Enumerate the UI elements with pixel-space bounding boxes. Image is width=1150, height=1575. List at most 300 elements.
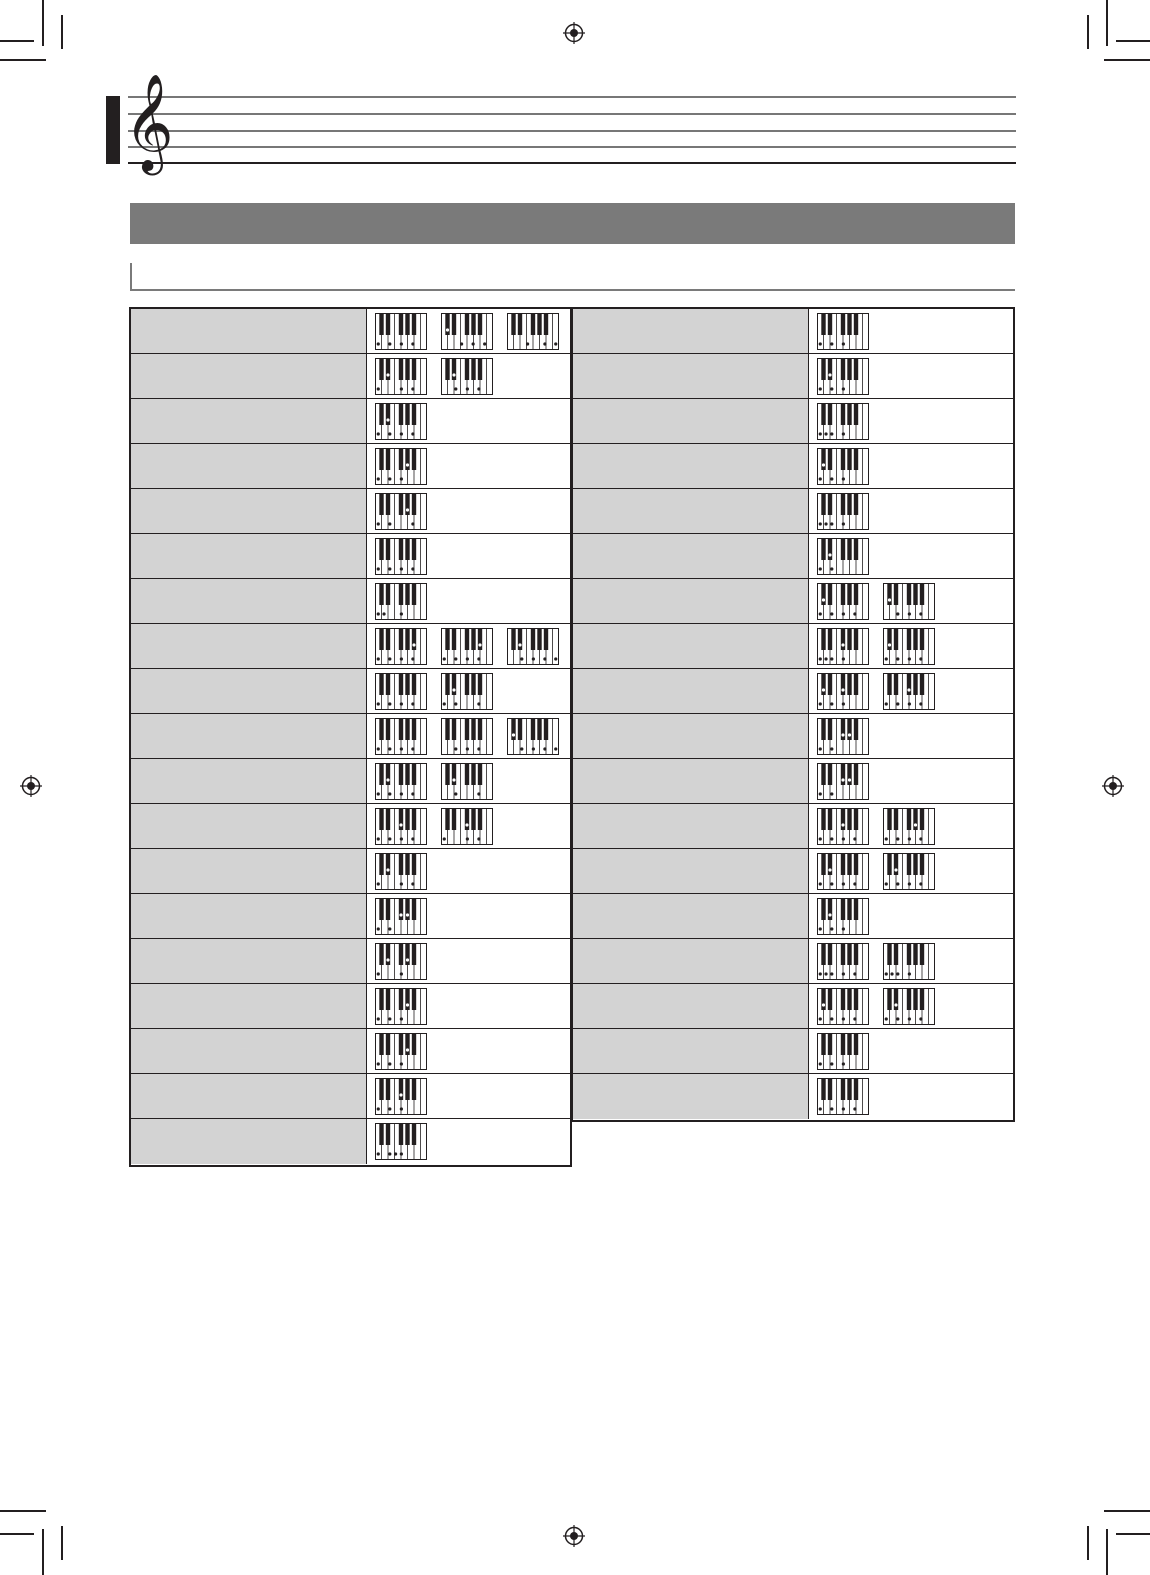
black-key: [478, 313, 482, 335]
white-key-dot: [554, 657, 557, 660]
black-key-dot: [828, 373, 831, 376]
black-key: [821, 583, 825, 605]
black-key: [821, 898, 825, 920]
black-key: [399, 1033, 403, 1055]
crop-mark: [0, 59, 46, 61]
crop-mark: [1116, 1533, 1150, 1535]
black-key: [907, 808, 911, 830]
black-key: [537, 313, 541, 335]
white-key-dot: [908, 837, 911, 840]
black-key: [894, 628, 898, 650]
black-key: [386, 448, 390, 470]
black-key: [847, 403, 851, 425]
black-key: [399, 448, 403, 470]
chord-row: [131, 579, 570, 624]
white-key-dot: [483, 342, 486, 345]
black-key: [887, 853, 891, 875]
white-key-dot: [377, 837, 380, 840]
white-key-dot: [819, 567, 822, 570]
black-key-dot: [841, 688, 844, 691]
black-key: [518, 628, 522, 650]
black-key: [854, 583, 858, 605]
black-key: [841, 583, 845, 605]
black-key: [412, 763, 416, 785]
keyboard-diagram-icon: [375, 1078, 427, 1115]
black-key: [399, 853, 403, 875]
keyboard-diagram-icon: [817, 988, 869, 1025]
black-key: [847, 448, 851, 470]
black-key: [920, 943, 924, 965]
white-key-dot: [819, 882, 822, 885]
black-key: [412, 583, 416, 605]
black-key: [399, 673, 403, 695]
staff-line: [128, 130, 1016, 132]
black-key: [854, 628, 858, 650]
black-key: [841, 358, 845, 380]
black-key: [386, 493, 390, 515]
keyboard-diagram-icon: [375, 538, 427, 575]
black-key: [841, 718, 845, 740]
keyboard-diagram-icon: [817, 583, 869, 620]
white-key-dot: [885, 702, 888, 705]
black-key: [511, 313, 515, 335]
white-key-dot: [526, 342, 529, 345]
chord-row: [131, 804, 570, 849]
white-key-dot: [400, 882, 403, 885]
black-key-dot: [386, 778, 389, 781]
treble-clef-icon: 𝄞: [124, 73, 174, 171]
black-key: [854, 538, 858, 560]
black-key: [405, 718, 409, 740]
white-key-dot: [377, 882, 380, 885]
black-key: [847, 673, 851, 695]
black-key: [511, 718, 515, 740]
white-key-dot: [377, 567, 380, 570]
white-key-dot: [400, 477, 403, 480]
keyboard-diagram-icon: [441, 358, 493, 395]
black-key: [405, 583, 409, 605]
black-key: [399, 538, 403, 560]
black-key: [405, 673, 409, 695]
black-key-dot: [822, 598, 825, 601]
black-key: [405, 943, 409, 965]
black-key-dot: [841, 733, 844, 736]
white-key-dot: [842, 927, 845, 930]
white-key-dot: [388, 522, 391, 525]
white-key-dot: [377, 387, 380, 390]
black-key: [452, 718, 456, 740]
white-key-dot: [819, 657, 822, 660]
white-key-dot: [388, 1062, 391, 1065]
black-key: [828, 493, 832, 515]
black-key: [386, 718, 390, 740]
white-key-dot: [400, 1152, 403, 1155]
section-heading: [130, 203, 1015, 244]
black-key-dot: [452, 373, 455, 376]
white-key-dot: [411, 522, 414, 525]
chord-row: [573, 894, 1013, 939]
keyboard-diagram-icon: [375, 718, 427, 755]
black-key: [828, 1078, 832, 1100]
white-key-dot: [842, 387, 845, 390]
keyboard-diagram-icon: [375, 808, 427, 845]
black-key: [913, 853, 917, 875]
white-key-dot: [819, 792, 822, 795]
white-key-dot: [842, 1017, 845, 1020]
white-key-dot: [842, 477, 845, 480]
chord-row: [131, 534, 570, 579]
black-key: [847, 808, 851, 830]
keyboard-diagram-icon: [817, 628, 869, 665]
black-key: [465, 718, 469, 740]
white-key-dot: [853, 1107, 856, 1110]
black-key: [847, 628, 851, 650]
white-key-dot: [377, 702, 380, 705]
chord-row: [131, 894, 570, 939]
white-key-dot: [830, 1062, 833, 1065]
keyboard-diagram-icon: [817, 403, 869, 440]
white-key-dot: [908, 1017, 911, 1020]
white-key-dot: [919, 837, 922, 840]
black-key-dot: [894, 868, 897, 871]
black-key: [854, 763, 858, 785]
white-key-dot: [824, 432, 827, 435]
black-key: [821, 1033, 825, 1055]
black-key: [386, 1123, 390, 1145]
keyboard-diagram-icon: [883, 943, 935, 980]
keyboard-diagram-icon: [883, 583, 935, 620]
black-key: [399, 718, 403, 740]
black-key-dot: [894, 1003, 897, 1006]
chord-name-cell: [131, 624, 367, 668]
black-key: [821, 448, 825, 470]
chord-name-cell: [573, 804, 809, 848]
black-key: [847, 538, 851, 560]
white-key-dot: [554, 342, 557, 345]
black-key: [828, 628, 832, 650]
keyboard-diagram-icon: [441, 313, 493, 350]
white-key-dot: [885, 972, 888, 975]
black-key-dot: [386, 418, 389, 421]
white-key-dot: [842, 882, 845, 885]
white-key-dot: [477, 702, 480, 705]
black-key: [854, 313, 858, 335]
chord-row: [573, 714, 1013, 759]
chord-name-cell: [573, 399, 809, 443]
white-key-dot: [377, 657, 380, 660]
chord-row: [573, 804, 1013, 849]
keyboard-diagram-icon: [883, 808, 935, 845]
white-key-dot: [885, 1017, 888, 1020]
white-key-dot: [819, 927, 822, 930]
black-key: [465, 628, 469, 650]
black-key: [887, 583, 891, 605]
white-key-dot: [830, 882, 833, 885]
chord-name-cell: [131, 894, 367, 938]
keyboard-diagram-icon: [375, 898, 427, 935]
crop-mark: [42, 1529, 44, 1575]
black-key: [854, 718, 858, 740]
black-key: [386, 763, 390, 785]
black-key: [828, 583, 832, 605]
black-key: [379, 538, 383, 560]
black-key: [465, 763, 469, 785]
white-key-dot: [388, 747, 391, 750]
white-key-dot: [819, 1062, 822, 1065]
chord-name-cell: [573, 354, 809, 398]
black-key: [907, 628, 911, 650]
white-key-dot: [819, 612, 822, 615]
black-key-dot: [828, 553, 831, 556]
black-key: [821, 673, 825, 695]
chord-name-cell: [131, 399, 367, 443]
chord-name-cell: [131, 534, 367, 578]
black-key: [821, 943, 825, 965]
crop-mark: [1087, 15, 1089, 49]
white-key-dot: [377, 1107, 380, 1110]
black-key: [821, 1078, 825, 1100]
black-key: [907, 853, 911, 875]
black-key: [379, 673, 383, 695]
white-key-dot: [830, 1107, 833, 1110]
chord-row: [573, 669, 1013, 714]
white-key-dot: [377, 792, 380, 795]
black-key: [399, 1078, 403, 1100]
black-key: [386, 898, 390, 920]
chord-row: [131, 354, 570, 399]
white-key-dot: [908, 657, 911, 660]
white-key-dot: [824, 522, 827, 525]
black-key: [913, 628, 917, 650]
white-key-dot: [819, 1107, 822, 1110]
keyboard-diagram-icon: [375, 358, 427, 395]
black-key: [405, 1033, 409, 1055]
white-key-dot: [819, 477, 822, 480]
black-key: [386, 1078, 390, 1100]
black-key-dot: [386, 958, 389, 961]
white-key-dot: [388, 1107, 391, 1110]
black-key: [379, 403, 383, 425]
white-key-dot: [830, 747, 833, 750]
black-key-dot: [399, 1093, 402, 1096]
black-key: [386, 583, 390, 605]
black-key: [841, 538, 845, 560]
black-key: [379, 808, 383, 830]
white-key-dot: [377, 342, 380, 345]
black-key: [841, 313, 845, 335]
black-key: [887, 988, 891, 1010]
black-key: [907, 988, 911, 1010]
black-key: [465, 673, 469, 695]
black-key: [386, 808, 390, 830]
chord-row: [131, 624, 570, 669]
keyboard-diagram-icon: [817, 853, 869, 890]
black-key: [452, 628, 456, 650]
chord-name-cell: [131, 489, 367, 533]
keyboard-diagram-icon: [375, 313, 427, 350]
black-key: [379, 1123, 383, 1145]
black-key: [847, 358, 851, 380]
white-key-dot: [466, 837, 469, 840]
crop-mark: [1087, 1526, 1089, 1560]
black-key: [412, 358, 416, 380]
chord-name-cell: [131, 939, 367, 983]
black-key: [894, 808, 898, 830]
black-key: [854, 898, 858, 920]
white-key-dot: [853, 1017, 856, 1020]
white-key-dot: [388, 927, 391, 930]
keyboard-diagram-icon: [375, 943, 427, 980]
black-key: [386, 538, 390, 560]
black-key-dot: [399, 913, 402, 916]
keyboard-diagram-icon: [817, 1033, 869, 1070]
black-key: [412, 493, 416, 515]
staff-bar: [106, 96, 120, 164]
black-key: [478, 808, 482, 830]
white-key-dot: [908, 972, 911, 975]
black-key: [445, 673, 449, 695]
black-key: [531, 718, 535, 740]
black-key: [920, 808, 924, 830]
black-key: [405, 853, 409, 875]
black-key: [913, 583, 917, 605]
white-key-dot: [388, 567, 391, 570]
black-key: [386, 1033, 390, 1055]
chord-name-cell: [131, 669, 367, 713]
white-key-dot: [853, 972, 856, 975]
black-key: [894, 988, 898, 1010]
keyboard-diagram-icon: [375, 673, 427, 710]
keyboard-diagram-icon: [817, 493, 869, 530]
white-key-dot: [830, 477, 833, 480]
crop-mark: [1104, 1510, 1150, 1512]
white-key-dot: [400, 1062, 403, 1065]
chord-name-cell: [573, 444, 809, 488]
white-key-dot: [477, 747, 480, 750]
white-key-dot: [842, 657, 845, 660]
chord-row: [573, 399, 1013, 444]
black-key-dot: [478, 643, 481, 646]
keyboard-diagram-icon: [441, 718, 493, 755]
black-key: [544, 718, 548, 740]
black-key: [854, 808, 858, 830]
black-key: [412, 898, 416, 920]
crop-mark: [1106, 1529, 1108, 1575]
staff-line: [128, 96, 1016, 98]
black-key: [445, 313, 449, 335]
white-key-dot: [919, 612, 922, 615]
chord-name-cell: [131, 1029, 367, 1073]
black-key: [412, 1123, 416, 1145]
black-key-dot: [914, 823, 917, 826]
black-key: [412, 673, 416, 695]
white-key-dot: [466, 657, 469, 660]
chord-name-cell: [131, 1119, 367, 1164]
black-key: [821, 493, 825, 515]
white-key-dot: [830, 927, 833, 930]
white-key-dot: [819, 1017, 822, 1020]
black-key: [379, 628, 383, 650]
white-key-dot: [830, 972, 833, 975]
keyboard-diagram-icon: [375, 988, 427, 1025]
black-key: [841, 943, 845, 965]
chord-name-cell: [573, 309, 809, 353]
white-key-dot: [819, 522, 822, 525]
black-key: [445, 358, 449, 380]
chord-name-cell: [573, 669, 809, 713]
black-key: [847, 1078, 851, 1100]
black-key-dot: [406, 1048, 409, 1051]
black-key: [828, 403, 832, 425]
black-key-dot: [406, 913, 409, 916]
white-key-dot: [896, 612, 899, 615]
black-key-dot: [848, 733, 851, 736]
crop-mark: [61, 15, 63, 49]
chord-row: [131, 1074, 570, 1119]
black-key: [913, 808, 917, 830]
black-key: [841, 493, 845, 515]
black-key: [841, 808, 845, 830]
white-key-dot: [919, 1017, 922, 1020]
white-key-dot: [377, 927, 380, 930]
white-key-dot: [819, 432, 822, 435]
black-key: [471, 673, 475, 695]
chord-name-cell: [131, 804, 367, 848]
white-key-dot: [819, 837, 822, 840]
chord-row: [131, 984, 570, 1029]
black-key: [887, 673, 891, 695]
white-key-dot: [477, 387, 480, 390]
white-key-dot: [885, 657, 888, 660]
white-key-dot: [388, 657, 391, 660]
black-key: [379, 1078, 383, 1100]
white-key-dot: [377, 1017, 380, 1020]
black-key: [821, 628, 825, 650]
chord-name-cell: [131, 354, 367, 398]
keyboard-diagram-icon: [817, 448, 869, 485]
keyboard-diagram-icon: [883, 988, 935, 1025]
black-key-dot: [406, 508, 409, 511]
keyboard-diagram-icon: [817, 898, 869, 935]
black-key: [531, 628, 535, 650]
chord-name-cell: [573, 849, 809, 893]
white-key-dot: [532, 747, 535, 750]
white-key-dot: [388, 837, 391, 840]
black-key: [386, 943, 390, 965]
black-key: [445, 808, 449, 830]
black-key: [854, 1033, 858, 1055]
white-key-dot: [824, 657, 827, 660]
black-key: [412, 988, 416, 1010]
white-key-dot: [394, 1152, 397, 1155]
black-key: [847, 493, 851, 515]
black-key: [405, 898, 409, 920]
black-key: [841, 988, 845, 1010]
chord-row: [131, 714, 570, 759]
black-key-dot: [907, 688, 910, 691]
black-key: [405, 808, 409, 830]
black-key: [841, 1078, 845, 1100]
white-key-dot: [890, 972, 893, 975]
white-key-dot: [830, 522, 833, 525]
black-key-dot: [841, 823, 844, 826]
black-key-dot: [848, 778, 851, 781]
white-key-dot: [377, 747, 380, 750]
white-key-dot: [400, 612, 403, 615]
keyboard-diagram-icon: [375, 1033, 427, 1070]
black-key: [471, 358, 475, 380]
white-key-dot: [853, 837, 856, 840]
